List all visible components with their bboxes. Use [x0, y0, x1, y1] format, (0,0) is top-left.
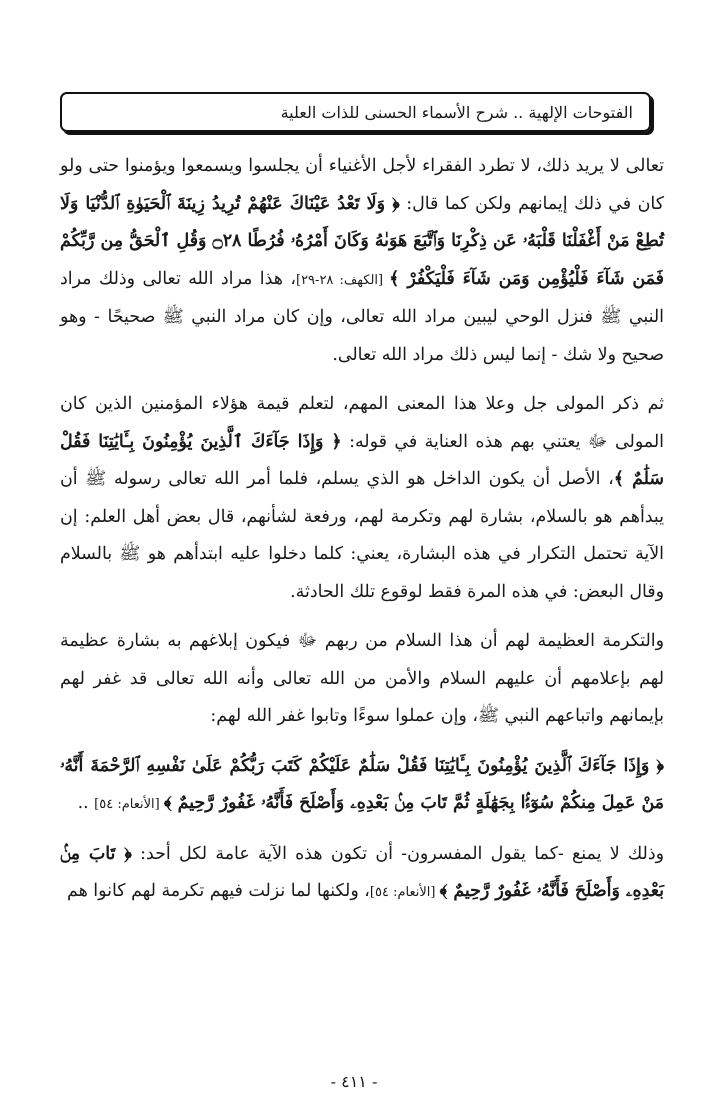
paragraph-text: والتكرمة العظيمة لهم أن هذا السلام من ربهم ﷻ فيكون إبلاغهم به بشارة عظيمة لهم بإعلامهم أن عليهم السلام والأمن من الله تعالى وأنه الله تعالى قد غفر لهم بإيمانهم واتباعهم النبي ﷺ، وإن عملوا سوءًا وتابوا غفر الله لهم: — [60, 631, 664, 726]
verse-reference: [الأنعام: ٥٤] — [94, 797, 164, 812]
quran-verse: ﴿ تَابَ مِنۢ بَعْدِهِۦ وَأَصْلَحَ فَأَنَّهُۥ غَفُورٌ رَّحِيمٌ ﴾ — [60, 843, 664, 901]
paragraph-text: وذلك لا يمنع -كما يقول المفسرون- أن تكون هذه الآية عامة لكل أحد: — [131, 843, 664, 864]
paragraph-1 — [60, 148, 664, 374]
paragraph-text: ، ولكنها لما نزلت فيهم تكرمة لهم كانوا هم — [67, 881, 370, 901]
paragraph-3 — [60, 623, 664, 736]
paragraph-text: ، هذا مراد الله تعالى وذلك مراد النبي ﷺ فنزل الوحي ليبين مراد الله تعالى، وإن كان مراد النبي ﷺ صحيحًا - وهو صحيح ولا شك - إنما ليس ذلك مراد الله تعالى. — [60, 268, 664, 365]
paragraph-2 — [60, 386, 664, 611]
paragraph-text: ، الأصل أن يكون الداخل هو الذي يسلم، فلما أمر الله تعالى رسوله ﷺ أن يبدأهم هو بالسلام، بشارة لهم وتكرمة لهم، ورفعة لشأنهم، قال بعض أهل العلم: إن الآية تحتمل التكرار في هذه البشارة، يعني: كلما دخلوا عليه ابتدأهم هو ﷺ بالسلام وقال البعض: في هذه المرة فقط لوقوع تلك الحادثة. — [60, 469, 664, 602]
paragraph-4 — [60, 748, 664, 824]
paragraph-text: ثم ذكر المولى جل وعلا هذا المعنى المهم، لتعلم قيمة هؤلاء المؤمنين الذين كان المولى ﷻ يعتني بهم هذه العناية في قوله: — [60, 394, 664, 452]
running-header-title: الفتوحات الإلهية .. شرح الأسماء الحسنى للذات العلية — [280, 102, 633, 122]
running-header — [60, 92, 651, 132]
verse-reference: [الكهف: ٢٨-٢٩] — [296, 272, 390, 288]
page-body — [60, 148, 664, 912]
paragraph-text: .. — [77, 793, 95, 813]
quran-verse: ﴿ وَإِذَا جَآءَكَ ٱلَّذِينَ يُؤْمِنُونَ بِـَٔايَٰتِنَا فَقُلْ سَلَٰمٌ عَلَيْكُمْ كَتَبَ رَبُّكُمْ عَلَىٰ نَفْسِهِ ٱلرَّحْمَةَ أَنَّهُۥ مَنْ عَمِلَ مِنكُمْ سُوٓءًۢا بِجَهَٰلَةٍ ثُمَّ تَابَ مِنۢ بَعْدِهِۦ وَأَصْلَحَ فَأَنَّهُۥ غَفُورٌ رَّحِيمٌ ﴾ — [60, 755, 664, 813]
quran-verse: ﴿ وَإِذَا جَآءَكَ ٱلَّذِينَ يُؤْمِنُونَ بِـَٔايَٰتِنَا فَقُلْ سَلَٰمٌ ﴾ — [60, 431, 664, 489]
verse-reference: [الأنعام: ٥٤] — [369, 885, 440, 900]
page-number: - ٤١١ - — [330, 1072, 378, 1091]
paragraph-text: تعالى لا يريد ذلك، لا تطرد الفقراء لأجل الأغنياء أن يجلسوا ويسمعوا ويؤمنوا حتى ولو كان في ذلك إيمانهم ولكن كما قال: — [60, 156, 664, 214]
quran-verse: ﴿ وَلَا تَعْدُ عَيْنَاكَ عَنْهُمْ تُرِيدُ زِينَةَ ٱلْحَيَوٰةِ ٱلدُّنْيَا وَلَا تُطِعْ مَنْ أَغْفَلْنَا قَلْبَهُۥ عَن ذِكْرِنَا وَٱتَّبَعَ هَوَىٰهُ وَكَانَ أَمْرُهُۥ فُرُطًا ۝٢٨ وَقُلِ ٱلْحَقُّ مِن رَّبِّكُمْ فَمَن شَآءَ فَلْيُؤْمِن وَمَن شَآءَ فَلْيَكْفُرْ ﴾ — [60, 193, 664, 289]
paragraph-5 — [60, 836, 664, 912]
